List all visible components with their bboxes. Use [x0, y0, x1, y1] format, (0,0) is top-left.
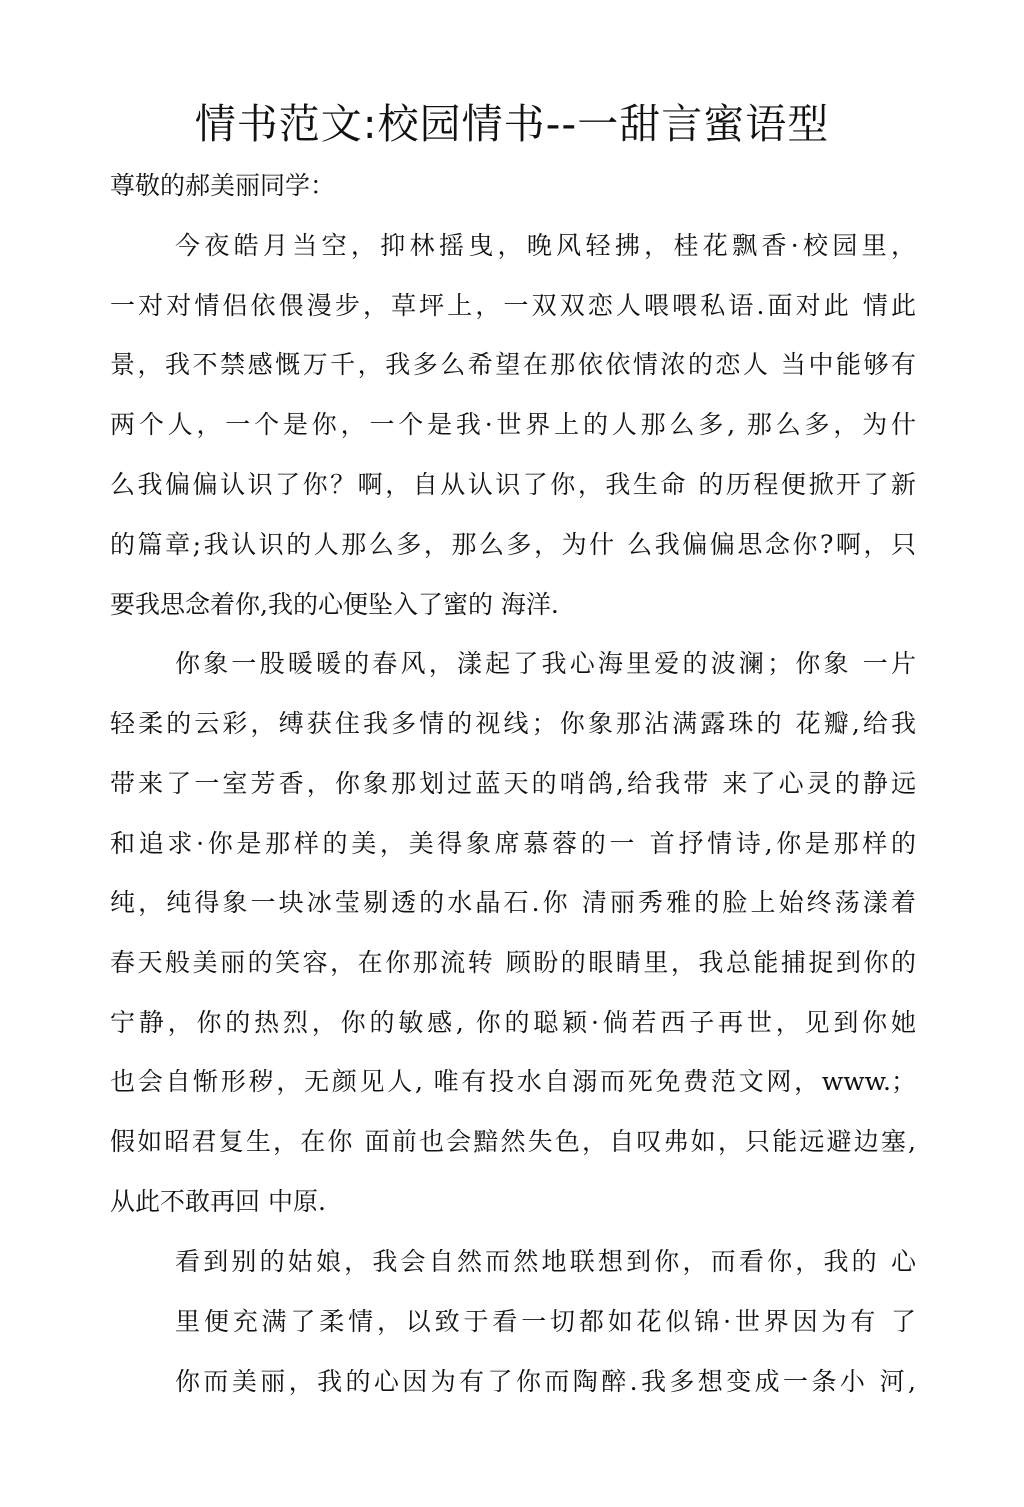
paragraph-2-line-4: 和追求·你是那样的美，美得象席慕蓉的一 首抒情诗,你是那样的 — [110, 829, 916, 858]
paragraph-2-line-9: 假如昭君复生，在你 面前也会黯然失色，自叹弗如，只能远避边塞, — [110, 1127, 916, 1156]
paragraph-1-line-2: 一对对情侣依偎漫步，草坪上，一双双恋人喂喂私语.面对此 情此 — [110, 291, 916, 320]
paragraph-2-line-3: 带来了一室芳香，你象那划过蓝天的哨鸽,给我带 来了心灵的静远 — [110, 769, 916, 798]
paragraph-1-line-3: 景，我不禁感慨万千，我多么希望在那依依情浓的恋人 当中能够有 — [110, 350, 916, 379]
paragraph-2-line-10: 从此不敢再回 中原. — [110, 1187, 326, 1216]
salutation: 尊敬的郝美丽同学： — [110, 171, 336, 200]
paragraph-1-line-5: 么我偏偏认识了你？啊，自从认识了你，我生命 的历程便掀开了新 — [110, 470, 916, 499]
paragraph-3-line-1: 看到别的姑娘，我会自然而然地联想到你，而看你，我的 心 — [175, 1247, 916, 1276]
paragraph-1-line-1: 今夜皓月当空，抑林摇曳，晚风轻拂，桂花飘香·校园里， — [175, 231, 916, 260]
paragraph-2-line-7: 宁静，你的热烈，你的敏感, 你的聪颖·倘若西子再世，见到你她 — [110, 1008, 916, 1037]
document-title: 情书范文:校园情书--一甜言蜜语型 — [194, 100, 830, 148]
paragraph-3-line-3: 你而美丽，我的心因为有了你而陶醉.我多想变成一条小 河, — [175, 1367, 916, 1396]
paragraph-1-line-7: 要我思念着你,我的心便坠入了蜜的 海洋. — [110, 590, 559, 619]
paragraph-2-line-8: 也会自惭形秽，无颜见人, 唯有投水自溺而死免费范文网，www.； — [110, 1067, 916, 1096]
paragraph-2-line-2: 轻柔的云彩，缚获住我多情的视线；你象那沾满露珠的 花瓣,给我 — [110, 709, 916, 738]
paragraph-2-line-6: 春天般美丽的笑容，在你那流转 顾盼的眼睛里，我总能捕捉到你的 — [110, 948, 916, 977]
paragraph-3-line-2: 里便充满了柔情，以致于看一切都如花似锦·世界因为有 了 — [175, 1307, 916, 1336]
paragraph-2-line-1: 你象一股暖暖的春风，漾起了我心海里爱的波澜；你象 一片 — [175, 649, 916, 678]
paragraph-1-line-6: 的篇章;我认识的人那么多，那么多，为什 么我偏偏思念你?啊，只 — [110, 530, 916, 559]
paragraph-1-line-4: 两个人，一个是你，一个是我·世界上的人那么多, 那么多，为什 — [110, 410, 916, 439]
paragraph-2-line-5: 纯，纯得象一块冰莹剔透的水晶石.你 清丽秀雅的脸上始终荡漾着 — [110, 888, 916, 917]
